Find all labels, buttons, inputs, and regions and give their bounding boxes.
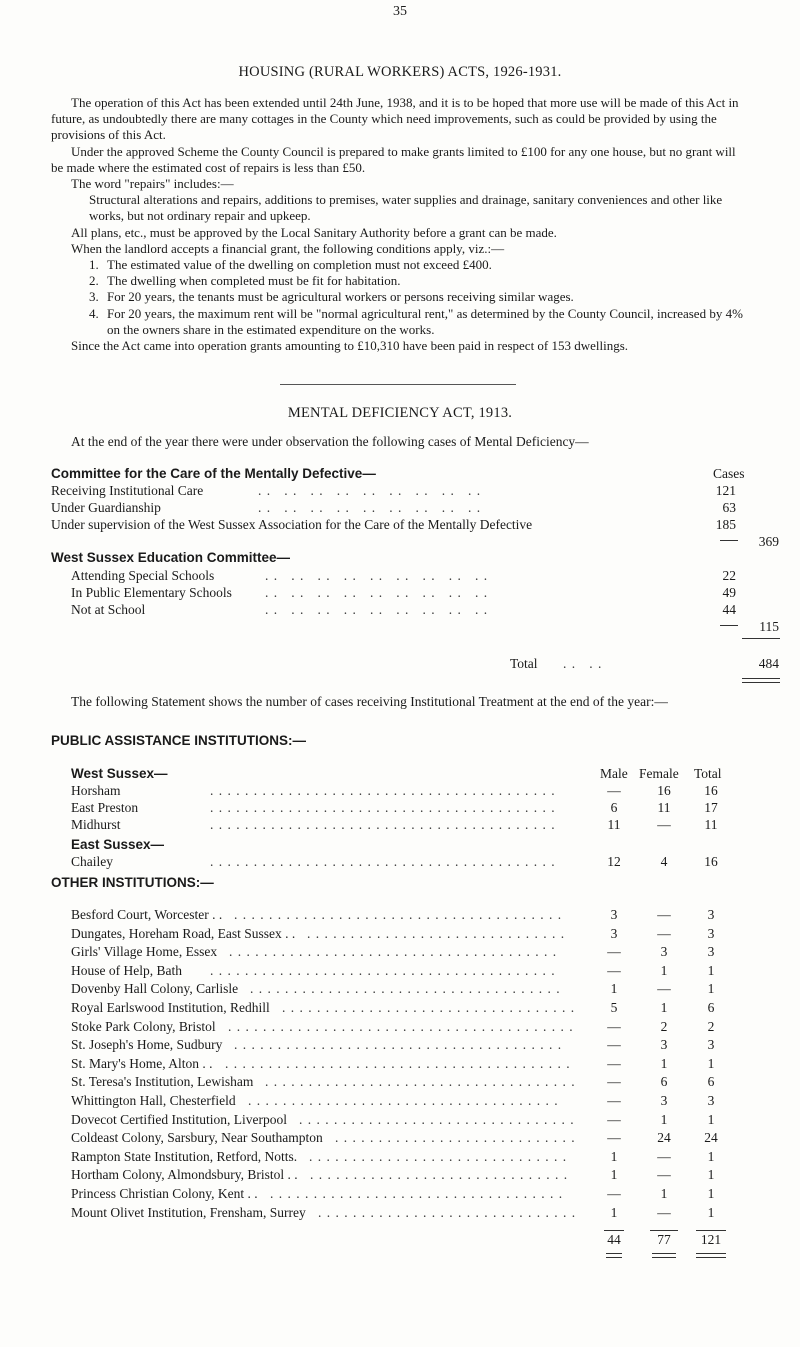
female-count: — bbox=[657, 981, 671, 997]
total-total: 121 bbox=[700, 1232, 722, 1247]
rule bbox=[604, 1230, 624, 1231]
female-count: — bbox=[657, 1148, 671, 1164]
institution-name: Princess Christian Colony, Kent . . bbox=[71, 1186, 258, 1201]
education-heading: West Sussex Education Committee— bbox=[51, 550, 291, 565]
female-count: 1 bbox=[660, 1186, 668, 1201]
leader-dots: . . . . . . . . . . . . . . . . . . . . . . . . . . . . . . . . . . bbox=[282, 1000, 576, 1015]
west-sussex-heading: West Sussex— bbox=[71, 766, 168, 781]
leader-dots: . . . . . . . . . . . . . . . . . . . . . . . . . . . . . . . . . . . . . . . . bbox=[210, 962, 556, 978]
leader-dots: . . . . . . . . . . . . . . . . . . . . . . . . . . . . . . . . . . . . . . . . bbox=[210, 817, 556, 833]
total-count: 17 bbox=[704, 800, 718, 816]
total-count: 6 bbox=[707, 1074, 715, 1090]
dash-mark bbox=[720, 540, 738, 541]
leader-dots: . . . . . . . . . . . . . . . . . . . . . . . . . . . . . . bbox=[318, 1204, 577, 1220]
male-count: — bbox=[607, 1186, 621, 1201]
committee-row-value: 63 bbox=[722, 500, 736, 515]
female-count: 11 bbox=[657, 800, 671, 816]
institution-name: Midhurst bbox=[71, 817, 121, 833]
institution-name: Chailey bbox=[71, 854, 113, 869]
col-male: Male bbox=[600, 766, 628, 781]
institution-name: Stoke Park Colony, Bristol bbox=[71, 1018, 216, 1034]
committee-row-label: Under supervision of the West Sussex Association for the Care of the Mentally Defective bbox=[51, 517, 533, 532]
leader-dots: . . . . . . . . . . . . . . . . . . bbox=[265, 602, 489, 617]
housing-title: HOUSING (RURAL WORKERS) ACTS, 1926-1931. bbox=[238, 64, 562, 80]
housing-paragraph: When the landlord accepts a financial grant, the following conditions apply, viz.:— bbox=[71, 240, 505, 256]
leader-dots: . . . . . . . . . . . . . . . . . . . . . . . . . . . . . . . . . . . . bbox=[248, 1093, 559, 1108]
female-count: 16 bbox=[657, 783, 671, 798]
total-count: 24 bbox=[704, 1130, 718, 1146]
mental-intro: At the end of the year there were under observation the following cases of Mental Deficiency— bbox=[71, 434, 589, 449]
housing-body bbox=[51, 95, 751, 354]
leader-dots: . . . . . . . . . . . . . . . . . . . . . . . . . . . . . . bbox=[307, 925, 566, 941]
committee-row-value: 121 bbox=[715, 483, 736, 498]
female-count: — bbox=[657, 1204, 671, 1220]
male-count: 6 bbox=[610, 800, 618, 816]
institution-name: Girls' Village Home, Essex bbox=[71, 944, 218, 960]
education-row-label: Not at School bbox=[71, 602, 146, 617]
leader-dots: . . . . . . . . . . . . . . . . . . . . . . . . . . . . . . . . . . . . . . . . bbox=[225, 1055, 571, 1071]
leader-dots: . . . . . . . . . . . . . . . . . . bbox=[258, 500, 482, 515]
institution-name: Hortham Colony, Almondsbury, Bristol . . bbox=[71, 1167, 298, 1183]
female-count: 4 bbox=[660, 854, 668, 869]
institution-name: St. Joseph's Home, Sudbury bbox=[71, 1037, 223, 1053]
committee-heading: Committee for the Care of the Mentally Defective— bbox=[51, 466, 376, 481]
col-total: Total bbox=[694, 766, 722, 781]
dash-mark bbox=[720, 625, 738, 626]
female-count: 1 bbox=[660, 1000, 668, 1015]
condition-item: 3. For 20 years, the tenants must be agricultural workers or persons receiving similar wages. bbox=[89, 289, 574, 305]
male-count: — bbox=[607, 1093, 621, 1108]
female-count: 3 bbox=[660, 944, 668, 960]
male-count: — bbox=[607, 1037, 621, 1053]
leader-dots: . . . . . . . . . . . . . . . . . . . . . . . . . . . . . . . . . . . . bbox=[265, 1074, 576, 1090]
committee-row-label: Under Guardianship bbox=[51, 500, 161, 515]
institution-name: Mount Olivet Institution, Frensham, Surrey bbox=[71, 1204, 306, 1220]
leader-dots: . . . . . . . . . . . . . . . . . . . . . . . . . . . . . . . . . . . . . . . . bbox=[210, 854, 556, 869]
total-count: 1 bbox=[707, 1167, 715, 1183]
double-rule bbox=[742, 678, 780, 683]
total-count: 16 bbox=[704, 783, 718, 798]
education-row-value: 44 bbox=[722, 602, 736, 617]
condition-item: 1. The estimated value of the dwelling on completion must not exceed £400. bbox=[89, 257, 492, 273]
condition-item: 4. For 20 years, the maximum rent will be "normal agricultural rent," as determined by the County Council, increased by 4% on the owners share in the estimated expenditure on the works. bbox=[89, 305, 743, 337]
total-count: 1 bbox=[707, 1055, 715, 1071]
education-row-value: 49 bbox=[722, 585, 736, 600]
housing-paragraph: Under the approved Scheme the County Council is prepared to make grants limited to £100 for any one house, but no grant will be made where the estimated cost of repairs is less than £50. bbox=[51, 143, 736, 175]
total-count: 1 bbox=[707, 1186, 715, 1201]
statement-text: The following Statement shows the number of cases receiving Institutional Treatment at the end of the year:— bbox=[71, 694, 668, 709]
male-count: — bbox=[607, 1018, 621, 1034]
leader-dots: . . . . . . . . . . . . . . . . . . . . . . . . . . . . . . . . . . . . . . . . bbox=[210, 800, 556, 816]
institution-name: House of Help, Bath bbox=[71, 962, 182, 978]
female-count: 1 bbox=[660, 1111, 668, 1127]
male-count: 1 bbox=[610, 981, 618, 997]
education-row-label: Attending Special Schools bbox=[71, 568, 215, 583]
total-male: 44 bbox=[607, 1232, 621, 1247]
institution-name: Royal Earlswood Institution, Redhill bbox=[71, 1000, 270, 1015]
total-count: 1 bbox=[707, 981, 715, 997]
education-row-value: 22 bbox=[722, 568, 736, 583]
public-heading: PUBLIC ASSISTANCE INSTITUTIONS:— bbox=[51, 733, 307, 748]
rule bbox=[696, 1230, 726, 1231]
total-count: 3 bbox=[707, 944, 715, 960]
committee-subtotal: 369 bbox=[758, 534, 779, 549]
col-female: Female bbox=[639, 766, 679, 781]
total-count: 11 bbox=[704, 817, 718, 833]
leader-dots: . . . . . . . . . . . . . . . . . . . . . . . . . . . . . . . . . . . . . . bbox=[229, 944, 558, 960]
male-count: 1 bbox=[610, 1204, 618, 1220]
male-count: 11 bbox=[607, 817, 621, 833]
housing-closing: Since the Act came into operation grants amounting to £10,310 have been paid in respect of 153 dwellings. bbox=[71, 338, 629, 354]
male-count: 3 bbox=[610, 925, 618, 941]
condition-item: 2. The dwelling when completed must be fit for habitation. bbox=[89, 273, 401, 289]
committee-row-label: Receiving Institutional Care bbox=[51, 483, 204, 498]
female-count: — bbox=[657, 925, 671, 941]
total-count: 3 bbox=[707, 1093, 715, 1108]
institution-name: East Preston bbox=[71, 800, 139, 816]
education-subtotal: 115 bbox=[759, 619, 779, 634]
education-row-label: In Public Elementary Schools bbox=[71, 585, 232, 600]
total-count: 1 bbox=[707, 962, 715, 978]
mental-title: MENTAL DEFICIENCY ACT, 1913. bbox=[287, 405, 513, 421]
housing-paragraph: Structural alterations and repairs, additions to premises, water supplies and drainage, sanitary conveniences and other like works, but not ordinary repair and upkeep. bbox=[89, 192, 723, 224]
institution-name: Dungates, Horeham Road, East Sussex . . bbox=[71, 925, 296, 941]
male-count: 1 bbox=[610, 1148, 618, 1164]
leader-dots: . . . . . . . . . . . . . . . . . . . . . . . . . . . . . . . . . . . . . . bbox=[234, 1037, 563, 1053]
committee-row-value: 185 bbox=[715, 517, 736, 532]
total-female: 77 bbox=[657, 1232, 671, 1247]
total-count: 1 bbox=[707, 1204, 715, 1220]
total-count: 3 bbox=[707, 925, 715, 941]
total-count: 6 bbox=[707, 1000, 715, 1015]
total-count: 3 bbox=[707, 1037, 715, 1053]
leader-dots: . . . . . . . . . . . . . . . . . . . . . . . . . . . . . . bbox=[309, 1148, 568, 1164]
male-count: — bbox=[607, 1111, 621, 1127]
male-count: 1 bbox=[610, 1167, 618, 1183]
male-count: — bbox=[607, 944, 621, 960]
rule bbox=[650, 1230, 678, 1231]
leader-dots: . . . . . . . . . . . . . . . . . . . . . . . . . . . . . . . . . . bbox=[270, 1186, 564, 1201]
female-count: 3 bbox=[660, 1037, 668, 1053]
female-count: — bbox=[657, 1167, 671, 1183]
leader-dots: . . . . . . . . . . . . . . . . . . . . . . . . . . . . . . bbox=[310, 1167, 569, 1183]
leader-dots: . . . . bbox=[563, 656, 603, 671]
total-count: 2 bbox=[707, 1018, 715, 1034]
leader-dots: . . . . . . . . . . . . . . . . . . bbox=[265, 568, 489, 583]
cases-header: Cases bbox=[713, 466, 745, 481]
leader-dots: . . . . . . . . . . . . . . . . . . bbox=[265, 585, 489, 600]
institution-name: Rampton State Institution, Retford, Notts. bbox=[71, 1148, 298, 1164]
institution-name: St. Mary's Home, Alton . . bbox=[71, 1055, 213, 1071]
double-rule bbox=[652, 1253, 676, 1258]
housing-paragraph: The word "repairs" includes:— bbox=[71, 176, 234, 192]
female-count: 1 bbox=[660, 962, 668, 978]
housing-paragraph: The operation of this Act has been extended until 24th June, 1938, and it is to be hoped that more use will be made of this Act in future, as undoubtedly there are many cottages in the County which need improvements, such as could be provided by using the provisions of this Act. bbox=[51, 95, 739, 143]
leader-dots: . . . . . . . . . . . . . . . . . . . . . . . . . . . . . . . . . . . . . . . . bbox=[228, 1018, 574, 1034]
institution-name: Horsham bbox=[71, 783, 121, 798]
female-count: 24 bbox=[657, 1130, 671, 1146]
male-count: — bbox=[607, 1130, 621, 1146]
female-count: — bbox=[657, 907, 671, 922]
leader-dots: . . . . . . . . . . . . . . . . . . . . . . . . . . . . . . . . bbox=[299, 1111, 575, 1127]
total-value: 484 bbox=[758, 656, 779, 671]
section-divider bbox=[280, 384, 516, 385]
institution-name: Whittington Hall, Chesterfield bbox=[71, 1093, 236, 1108]
leader-dots: . . . . . . . . . . . . . . . . . . bbox=[258, 483, 482, 498]
total-count: 3 bbox=[707, 907, 715, 922]
male-count: — bbox=[607, 1055, 621, 1071]
female-count: — bbox=[657, 817, 671, 833]
female-count: 2 bbox=[660, 1018, 668, 1034]
total-count: 1 bbox=[707, 1148, 715, 1164]
male-count: 3 bbox=[610, 907, 618, 922]
housing-paragraph: All plans, etc., must be approved by the Local Sanitary Authority before a grant can be made. bbox=[71, 224, 557, 240]
male-count: 12 bbox=[607, 854, 621, 869]
double-rule bbox=[606, 1253, 622, 1258]
institution-name: St. Teresa's Institution, Lewisham bbox=[71, 1074, 254, 1090]
female-count: 6 bbox=[660, 1074, 668, 1090]
male-count: 5 bbox=[610, 1000, 618, 1015]
total-count: 16 bbox=[704, 854, 718, 869]
female-count: 1 bbox=[660, 1055, 668, 1071]
double-rule bbox=[696, 1253, 726, 1258]
total-count: 1 bbox=[707, 1111, 715, 1127]
leader-dots: . . . . . . . . . . . . . . . . . . . . . . . . . . . . . . . . . . . . . . bbox=[234, 907, 563, 922]
total-label: Total bbox=[510, 656, 538, 671]
leader-dots: . . . . . . . . . . . . . . . . . . . . . . . . . . . . . . . . . . . . . . . . bbox=[210, 783, 556, 798]
leader-dots: . . . . . . . . . . . . . . . . . . . . . . . . . . . . . . . . . . . . bbox=[250, 981, 561, 997]
institution-name: Dovenby Hall Colony, Carlisle bbox=[71, 981, 239, 997]
other-heading: OTHER INSTITUTIONS:— bbox=[51, 875, 214, 890]
east-sussex-heading: East Sussex— bbox=[71, 837, 165, 852]
institution-name: Coldeast Colony, Sarsbury, Near Southampton bbox=[71, 1130, 323, 1146]
female-count: 3 bbox=[660, 1093, 668, 1108]
leader-dots: . . . . . . . . . . . . . . . . . . . . . . . . . . . . bbox=[335, 1130, 576, 1146]
institution-name: Besford Court, Worcester . . bbox=[71, 907, 223, 922]
male-count: — bbox=[607, 962, 621, 978]
male-count: — bbox=[607, 1074, 621, 1090]
page-number: 35 bbox=[393, 4, 407, 19]
male-count: — bbox=[607, 783, 621, 798]
institution-name: Dovecot Certified Institution, Liverpool bbox=[71, 1111, 287, 1127]
rule bbox=[742, 638, 780, 639]
